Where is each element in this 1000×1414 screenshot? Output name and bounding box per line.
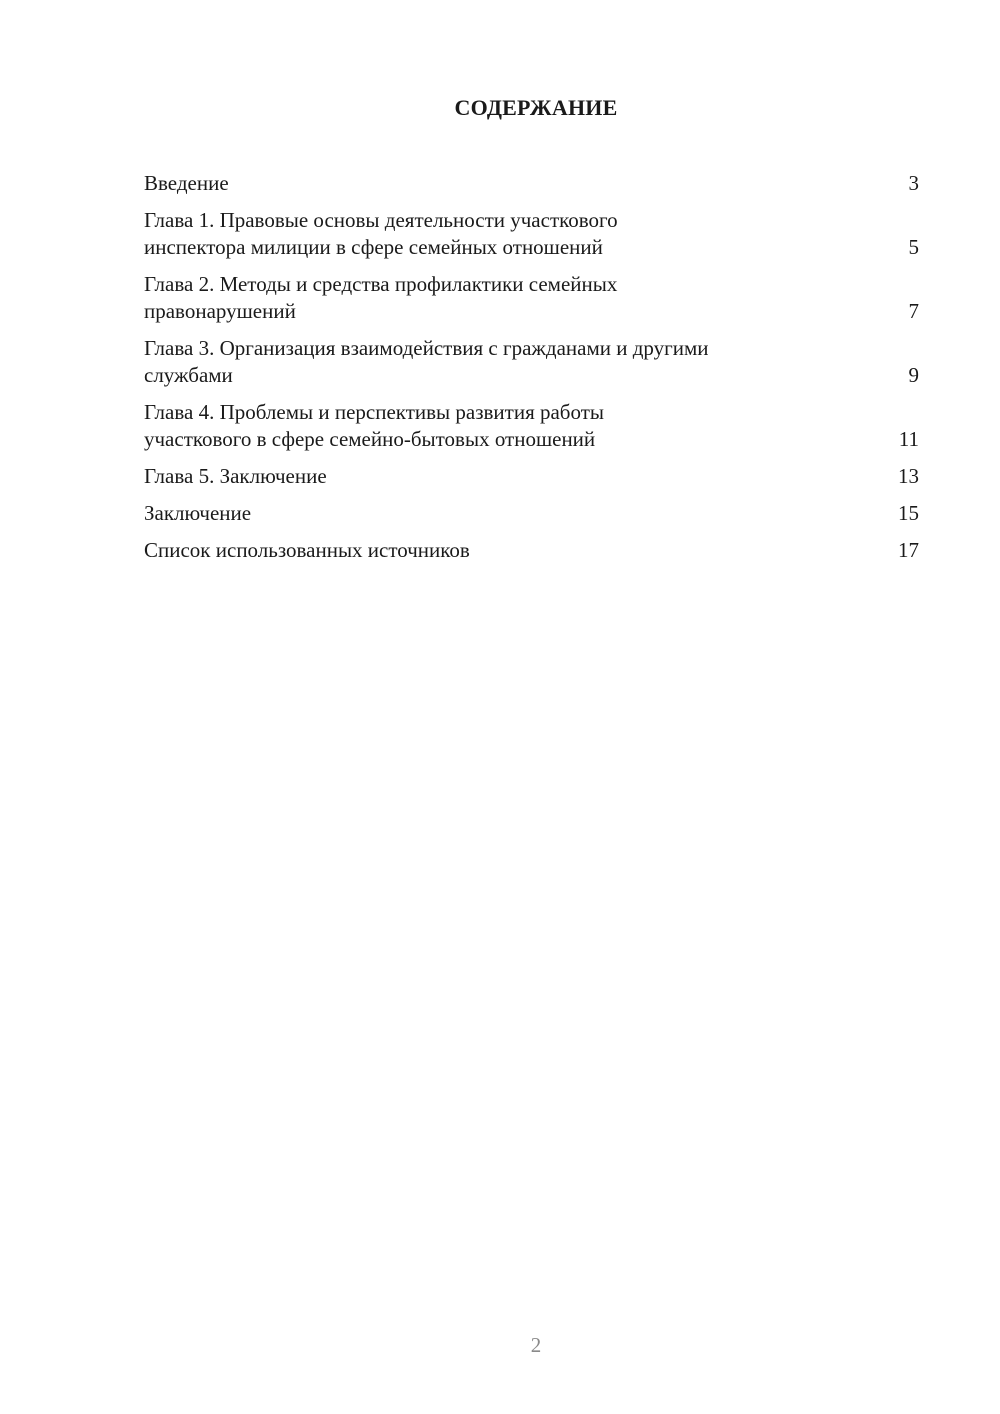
toc-entry-text: Список использованных источников	[144, 538, 470, 562]
page-title: СОДЕРЖАНИЕ	[454, 95, 618, 120]
toc-entry-page: 5	[908, 235, 919, 259]
toc-entry-chapter-1[interactable]	[144, 207, 919, 261]
page-number: 2	[530, 1333, 542, 1357]
toc-entry-chapter-5[interactable]	[144, 463, 919, 490]
toc-entry-introduction[interactable]	[144, 170, 919, 197]
toc-entry-conclusion[interactable]	[144, 500, 919, 527]
toc-entry-page: 15	[898, 501, 919, 525]
toc-entry-chapter-2[interactable]	[144, 271, 919, 325]
toc-entry-page: 3	[908, 171, 919, 195]
toc-entry-page: 17	[898, 538, 919, 562]
table-of-contents	[144, 170, 919, 574]
toc-entry-page: 11	[898, 427, 919, 451]
toc-entry-chapter-3[interactable]	[144, 335, 919, 389]
toc-entry-text: Глава 3. Организация взаимодействия с гражданами и другими службами	[144, 336, 709, 387]
toc-entry-chapter-4[interactable]	[144, 399, 919, 453]
toc-entry-page: 13	[898, 464, 919, 488]
toc-entry-text: Глава 5. Заключение	[144, 464, 327, 488]
toc-entry-text: Глава 2. Методы и средства профилактики семейных правонарушений	[144, 272, 618, 323]
toc-entry-text: Заключение	[144, 501, 252, 525]
toc-entry-text: Глава 4. Проблемы и перспективы развития работы участкового в сфере семейно-бытовых отношений	[144, 400, 605, 451]
toc-entry-text: Введение	[144, 171, 229, 195]
toc-entry-page: 9	[908, 363, 919, 387]
toc-entry-references[interactable]	[144, 537, 919, 564]
toc-entry-text: Глава 1. Правовые основы деятельности участкового инспектора милиции в сфере семейных отношений	[144, 208, 618, 259]
toc-entry-page: 7	[908, 299, 919, 323]
